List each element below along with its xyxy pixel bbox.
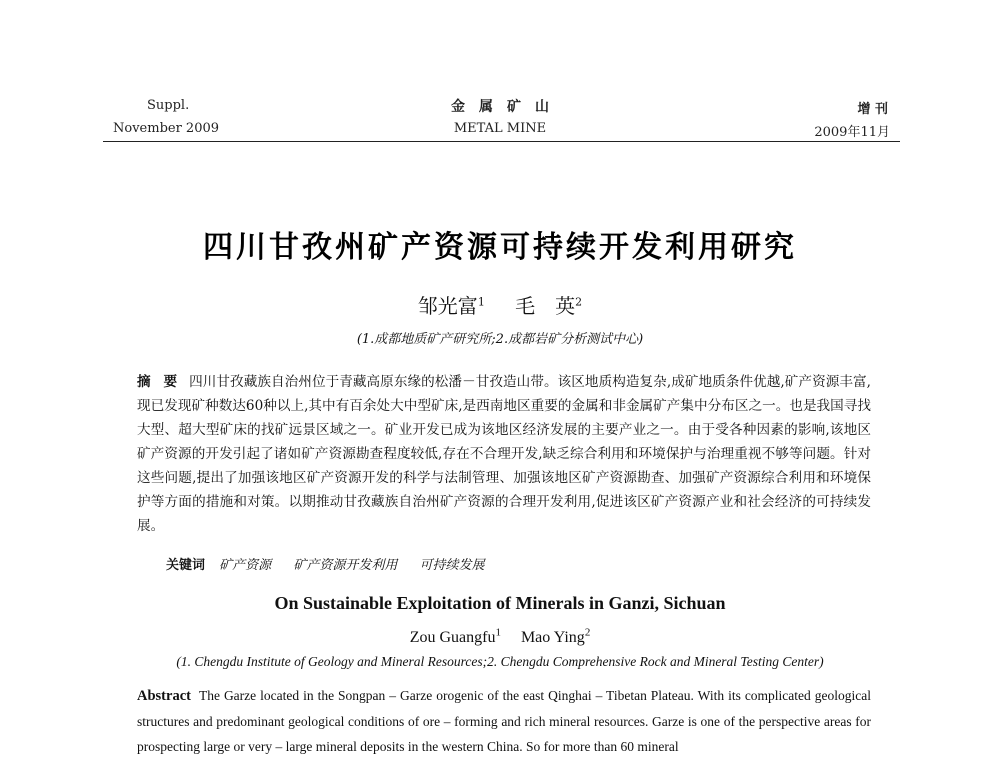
author-en: Mao Ying$^2$ (520, 627, 591, 647)
abstract-cn (137, 370, 871, 538)
header-journal-en: METAL MINE (453, 121, 547, 136)
keyword-cn: 可持续发展 (419, 558, 485, 573)
abstract-en-text: The Garze located in the Songpan – Garze orogenic of the east Qinghai – Tibetan Plateau. With its complicated geological structures and predominant geological conditions of ore – forming and rich mineral resources. Garze is one of the perspective areas for prospecting large or very – large mineral deposits in the western China. So for more than 60 mineral (137, 688, 871, 754)
header-suppl-cn: 增 刊 (857, 102, 888, 117)
author-en: Zou Guangfu$^1$ (409, 627, 501, 647)
authors-en (0, 627, 1000, 647)
header-date-cn: 2009年11月 (814, 125, 890, 140)
paper-title-en: On Sustainable Exploitation of Minerals in Ganzi, Sichuan (274, 593, 726, 613)
authors-cn (0, 290, 1000, 319)
author-cn: 邹光富$^1$ (417, 294, 485, 318)
keywords-cn (166, 554, 502, 573)
affiliation-en: (1. Chengdu Institute of Geology and Mineral Resources;2. Chengdu Comprehensive Rock and Mineral Testing Center) (176, 654, 824, 669)
keyword-cn: 矿产资源开发利用 (293, 558, 398, 573)
abstract-en-label: Abstract (137, 688, 191, 704)
abstract-cn-text: 四川甘孜藏族自治州位于青藏高原东缘的松潘－甘孜造山带。该区地质构造复杂,成矿地质条件优越,矿产资源丰富,现已发现矿种数达60种以上,其中有百余处大中型矿床,是西南地区重要的金属和非金属矿产集中分布区之一。也是我国寻找大型、超大型矿床的找矿远景区域之一。矿业开发已成为该地区经济发展的主要产业之一。由于受各种因素的影响,该地区矿产资源的开发引起了诸如矿产资源勘查程度较低,存在不合理开发,缺乏综合利用和环境保护与治理重视不够等问题。针对这些问题,提出了加强该地区矿产资源开发的科学与法制管理、加强该地区矿产资源勘查、加强矿产资源综合利用和环境保护等方面的措施和对策。以期推动甘孜藏族自治州矿产资源的合理开发利用,促进该区矿产资源产业和社会经济的可持续发展。 (137, 374, 871, 534)
affiliation-cn: (1.成都地质矿产研究所;2.成都岩矿分析测试中心) (356, 332, 644, 347)
author-cn: 毛 英$^2$ (515, 294, 583, 318)
header-date-en: November 2009 (113, 121, 220, 136)
abstract-en (137, 683, 871, 759)
keyword-cn: 矿产资源 (219, 558, 272, 573)
keywords-cn-label: 关键词 (166, 558, 206, 573)
header-suppl: Suppl. (147, 98, 190, 113)
paper-title-cn: 四川甘孜州矿产资源可持续开发利用研究 (203, 230, 797, 265)
header-journal-cn: 金 属 矿 山 (451, 99, 549, 115)
abstract-cn-label: 摘 要 (137, 374, 182, 390)
header-rule (103, 141, 900, 142)
